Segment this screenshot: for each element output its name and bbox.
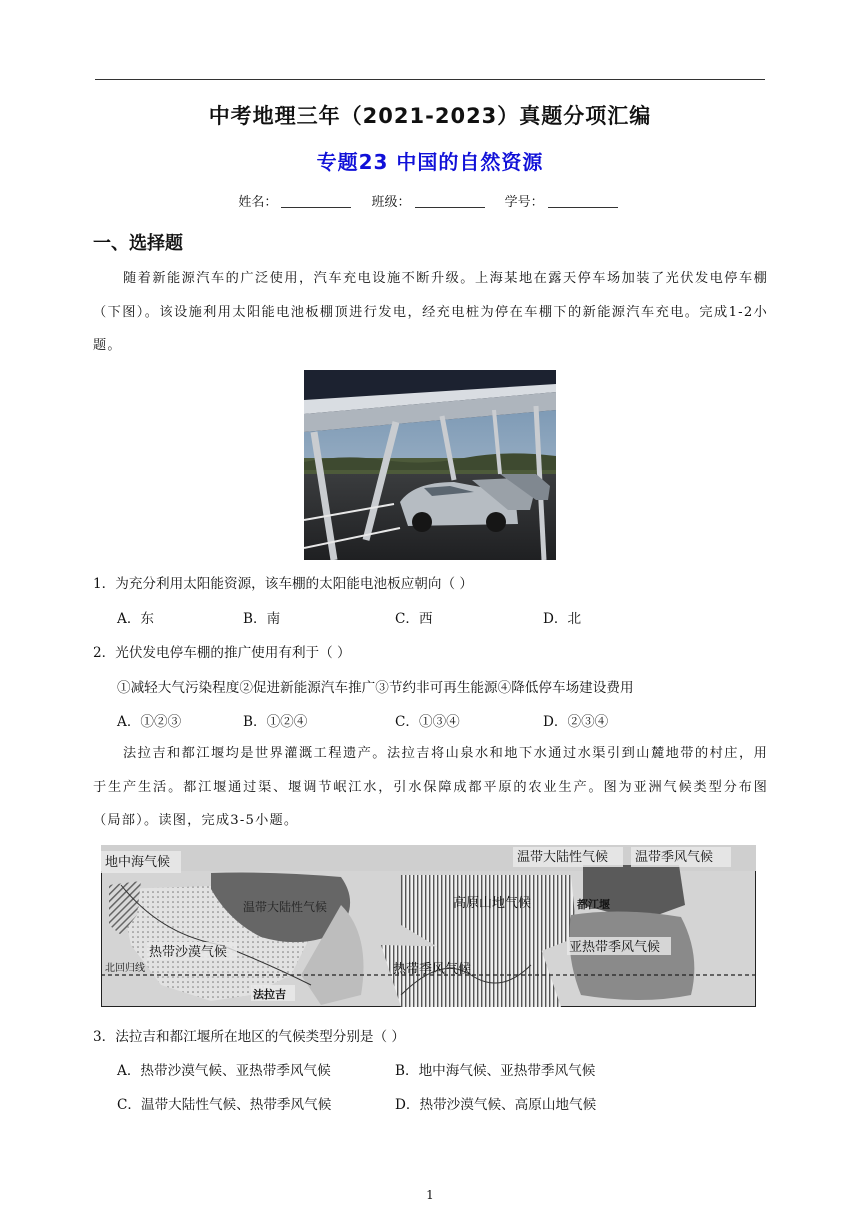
q3-option-b[interactable]: B．地中海气候、亚热带季风气候	[395, 1063, 596, 1079]
class-field	[371, 195, 488, 210]
question-3-stem: 3．法拉吉和都江堰所在地区的气候类型分别是（ ）	[93, 1029, 406, 1045]
header-rule	[95, 79, 765, 80]
map-label-tropic-of-cancer: 北回归线	[105, 963, 145, 974]
question-2-stem: 2．光伏发电停车棚的推广使用有利于（ ）	[93, 645, 351, 661]
id-field	[505, 195, 622, 210]
passage-2: 法拉吉和都江堰均是世界灌溉工程遗产。法拉吉将山泉水和地下水通过水渠引到山麓地带的村庄，用于生产生活。都江堰通过渠、堰调节岷江水，引水保障成都平原的农业生产。图为亚洲气候类型分布图（局部）。读图，完成3-5小题。	[93, 746, 768, 828]
map-label-temperate-continental-inner: 温带大陆性气候	[243, 900, 328, 914]
passage-1: 随着新能源汽车的广泛使用，汽车充电设施不断升级。上海某地在露天停车场加装了光伏发电停车棚（下图）。该设施利用太阳能电池板棚顶进行发电，经充电桩为停在车棚下的新能源汽车充电。完成1-2小题。	[93, 271, 768, 353]
name-blank	[281, 195, 351, 208]
name-label: 姓名：	[238, 195, 278, 210]
map-label-temperate-continental: 温带大陆性气候	[517, 850, 609, 865]
student-info-line	[0, 191, 860, 210]
q3-option-c[interactable]: C．温带大陆性气候、热带季风气候	[117, 1097, 332, 1113]
q1-option-c[interactable]: C．西	[395, 611, 433, 627]
question-2-statements: ①减轻大气污染程度②促进新能源汽车推广③节约非可再生能源④降低停车场建设费用	[117, 680, 634, 696]
question-1-stem: 1．为充分利用太阳能资源，该车棚的太阳能电池板应朝向（ ）	[93, 576, 473, 592]
q2-option-d[interactable]: D．②③④	[543, 714, 609, 730]
q1-option-d[interactable]: D．北	[543, 611, 582, 627]
id-blank	[548, 195, 618, 208]
name-field	[238, 195, 355, 210]
q2-option-a[interactable]: A．①②③	[117, 714, 182, 730]
document-subtitle: 专题23 中国的自然资源	[316, 150, 544, 174]
q3-option-d[interactable]: D．热带沙漠气候、高原山地气候	[395, 1097, 597, 1113]
map-label-dujiangyan: 都江堰	[577, 898, 610, 911]
map-label-subtropical-monsoon: 亚热带季风气候	[569, 940, 661, 955]
map-label-falaj: 法拉吉	[253, 988, 286, 1001]
map-label-tropical-monsoon: 热带季风气候	[393, 962, 472, 977]
map-label-mediterranean: 地中海气候	[105, 855, 171, 870]
section-heading: 一、选择题	[93, 233, 183, 254]
class-label: 班级：	[371, 195, 411, 210]
asia-climate-map	[101, 845, 756, 1007]
page-number: 1	[426, 1188, 434, 1202]
map-label-plateau: 高原山地气候	[453, 896, 532, 911]
q1-option-a[interactable]: A．东	[117, 611, 155, 627]
q3-option-a[interactable]: A．热带沙漠气候、亚热带季风气候	[117, 1063, 331, 1079]
q2-option-c[interactable]: C．①③④	[395, 714, 460, 730]
solar-carport-photo	[304, 370, 556, 560]
q2-option-b[interactable]: B．①②④	[243, 714, 308, 730]
document-title: 中考地理三年（2021-2023）真题分项汇编	[208, 104, 652, 128]
map-label-temperate-monsoon: 温带季风气候	[635, 850, 714, 865]
map-label-tropical-desert: 热带沙漠气候	[149, 945, 228, 960]
class-blank	[415, 195, 485, 208]
id-label: 学号：	[504, 195, 544, 210]
q1-option-b[interactable]: B．南	[243, 611, 281, 627]
